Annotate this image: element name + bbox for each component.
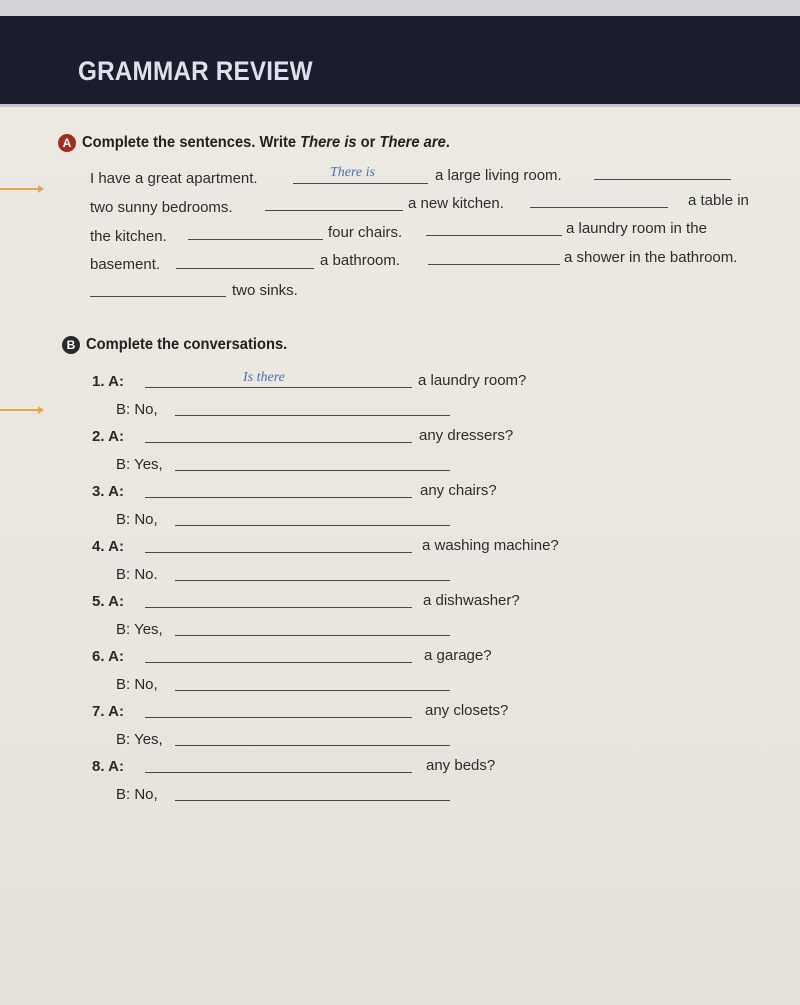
answer-blank[interactable]	[175, 745, 450, 746]
section-b-badge: B	[62, 336, 80, 354]
handwritten-answer: Is there	[243, 370, 285, 385]
answer-blank[interactable]	[145, 442, 412, 443]
question-text: a laundry room?	[418, 372, 527, 389]
answer-blank[interactable]	[426, 235, 562, 236]
speaker-b-label: B: No,	[116, 511, 158, 528]
speaker-b-label: B: Yes,	[116, 456, 163, 473]
speaker-a-label: 8. A:	[92, 758, 124, 775]
answer-blank[interactable]	[175, 470, 450, 471]
sentence-text: a new kitchen.	[408, 195, 504, 212]
section-a-badge: A	[58, 134, 76, 152]
answer-blank[interactable]	[145, 497, 412, 498]
answer-blank[interactable]	[428, 264, 560, 265]
answer-blank[interactable]	[175, 415, 450, 416]
answer-blank[interactable]	[145, 607, 412, 608]
question-text: any beds?	[426, 757, 496, 774]
speaker-a-label: 1. A:	[92, 373, 124, 390]
page-title: GRAMMAR REVIEW	[78, 56, 313, 86]
section-header	[0, 16, 800, 107]
answer-blank[interactable]	[145, 552, 412, 553]
section-b-instruction: Complete the conversations.	[86, 336, 288, 353]
question-text: any closets?	[425, 702, 509, 719]
margin-marker	[0, 409, 40, 411]
sentence-text: two sunny bedrooms.	[90, 199, 233, 216]
sentence-text: a table in	[688, 192, 749, 209]
sentence-text: I have a great apartment.	[90, 170, 258, 187]
speaker-a-label: 6. A:	[92, 648, 124, 665]
question-text: a garage?	[424, 647, 492, 664]
answer-blank[interactable]	[145, 772, 412, 773]
sentence-text: a shower in the bathroom.	[564, 249, 738, 266]
question-text: a dishwasher?	[423, 592, 520, 609]
speaker-b-label: B: No,	[116, 676, 158, 693]
sentence-text: the kitchen.	[90, 228, 167, 245]
section-a-heading	[58, 134, 482, 152]
speaker-a-label: 5. A:	[92, 593, 124, 610]
answer-blank[interactable]	[530, 207, 668, 208]
question-text: any dressers?	[419, 427, 514, 444]
answer-blank[interactable]	[175, 525, 450, 526]
speaker-b-label: B: Yes,	[116, 621, 163, 638]
answer-blank[interactable]	[175, 580, 450, 581]
section-a-instruction: Complete the sentences. Write There is or There are.	[82, 134, 450, 151]
speaker-b-label: B: No.	[116, 566, 158, 583]
answer-blank[interactable]	[145, 662, 412, 663]
answer-blank[interactable]	[594, 179, 731, 180]
speaker-a-label: 2. A:	[92, 428, 124, 445]
answer-blank[interactable]	[175, 690, 450, 691]
answer-blank[interactable]	[175, 635, 450, 636]
answer-blank[interactable]	[145, 717, 412, 718]
speaker-a-label: 3. A:	[92, 483, 124, 500]
section-b-heading	[62, 336, 305, 354]
speaker-b-label: B: Yes,	[116, 731, 163, 748]
sentence-text: a bathroom.	[320, 252, 401, 269]
answer-blank[interactable]	[265, 210, 403, 211]
sentence-text: a laundry room in the	[566, 220, 707, 237]
answer-blank[interactable]	[175, 800, 450, 801]
answer-blank[interactable]	[188, 239, 323, 240]
sentence-text: basement.	[90, 256, 161, 273]
question-text: any chairs?	[420, 482, 497, 499]
answer-blank[interactable]	[176, 268, 314, 269]
margin-marker	[0, 188, 40, 190]
answer-blank[interactable]	[90, 296, 226, 297]
top-strip	[0, 0, 800, 16]
sentence-text: four chairs.	[328, 224, 403, 241]
speaker-b-label: B: No,	[116, 401, 158, 418]
speaker-a-label: 4. A:	[92, 538, 124, 555]
speaker-a-label: 7. A:	[92, 703, 124, 720]
answer-blank[interactable]	[293, 183, 428, 184]
answer-blank[interactable]	[145, 387, 412, 388]
sentence-text: a large living room.	[435, 167, 562, 184]
handwritten-answer: There is	[330, 165, 375, 180]
speaker-b-label: B: No,	[116, 786, 158, 803]
sentence-text: two sinks.	[232, 282, 298, 299]
question-text: a washing machine?	[422, 537, 559, 554]
